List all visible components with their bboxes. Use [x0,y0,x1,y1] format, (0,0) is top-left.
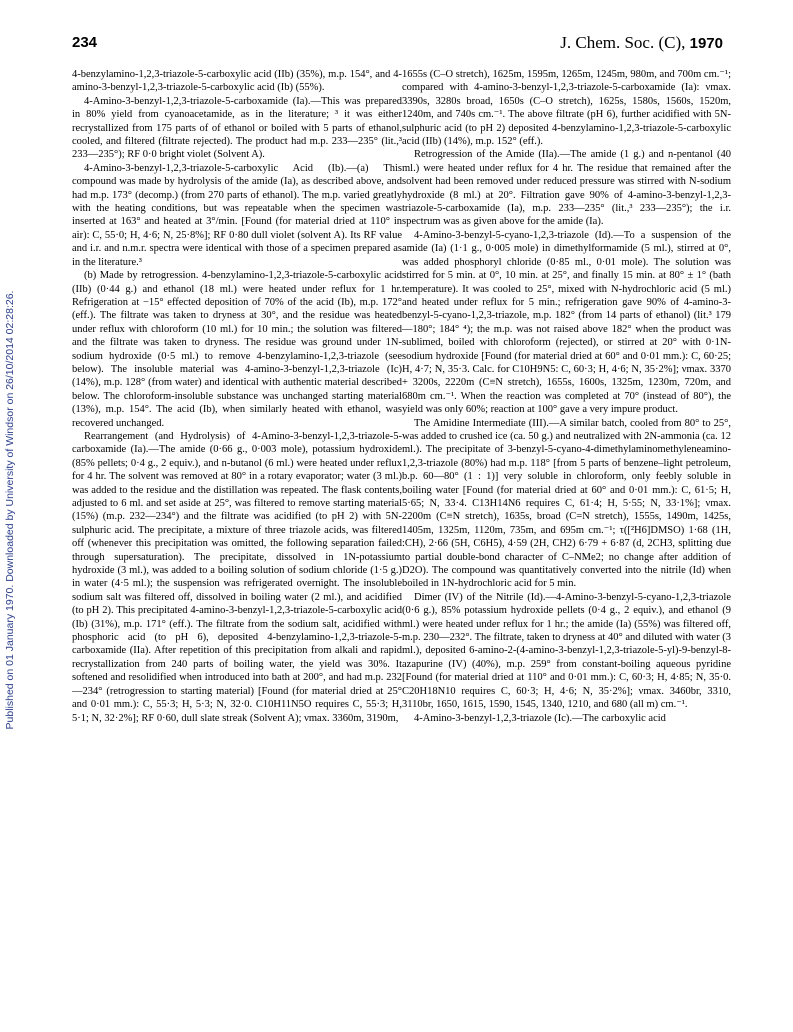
left-column [72,68,402,725]
download-notice [2,160,18,860]
page-number: 234 [72,34,98,51]
paragraph: (b) Made by retrogression. 4-benzylamino-1,2,3-triazole-5-carboxylic acid (IIb) (0·44 g.) and ethanol (18 ml.) were heated under reflux for 1 hr. Refrigeration at −15° effected deposition of 70% of the acid (Ib), m.p. 172° (eff.). The filtrate was taken to dryness at 30°, and the residue was heated under reflux with chloroform (10 ml.) for 10 min.; the solution was filtered and the filtrate was taken to dryness. The residue was ground under 1N-sodium hydroxide (0·5 ml.) to remove 4-benzylamino-1,2,3-triazole (see below). The insoluble material was 4-amino-3-benzyl-1,2,3-triazole (Ic) (14%), m.p. 128° (from water) and identical with authentic material described below. The chloroform-insoluble substance was unchanged starting material (13%), m.p. 154°. The acid (Ib), when similarly heated with ethanol, was recovered unchanged. [72,270,402,429]
paragraph: 4-Amino-3-benzyl-1,2,3-triazole-5-carboxamide (Ia).—This was prepared in 80% yield from cyanoacetamide, as in the literature; ³ it was either recrystallized from 175 parts of of ethanol or boiled with 5 parts of ethanol, cooled, and filtered (filtrate rejected). The product had m.p. 233—235° (lit.,³ 233—235°); RF 0·0 bright violet (Solvent A). [72,95,402,161]
paragraph: 4-Amino-3-benzyl-1,2,3-triazole (Ic).—The carboxylic acid [414,712,666,724]
paragraph: 4-benzylamino-1,2,3-triazole-5-carboxylic acid (IIb) (35%), m.p. 154°, and 4-amino-3-benzyl-1,2,3-triazole-5-carboxylic acid (Ib) (55%). [72,69,402,94]
paragraph: Rearrangement (and Hydrolysis) of 4-Amino-3-benzyl-1,2,3-triazole-5-carboxamide (Ia).—The amide (0·66 g., 0·003 mole), potassium hydroxide (85% pellets; 0·4 g., 2 equiv.), and n-butanol (6 ml.) were heated under reflux for 4 hr. The solvent was removed at 80° in a rotary evaporator; water (3 ml.) was added to the residue and the distillation was repeated. The flask contents, adjusted to 6 ml. and set aside at 25°, was filtered to remove starting material (15%) (m.p. 232—234°) and the filtrate was acidified (to pH 2) with 5N-sulphuric acid. The precipitate, a mixture of three triazole acids, was filtered off (whenever this precipitation was omitted, the following separation failed through supersaturation). The precipitate, dissolved in 1N-potassium hydroxide (3 ml.), was added to a boiling solution of sodium chloride (1·5 g.) in water (4·5 ml.); the suspension was refrigerated overnight. The insoluble sodium salt was filtered off, dissolved in boiling water (2 ml.), and acidified (to pH 2). This precipitated 4-amino-3-benzyl-1,2,3-triazole-5-carboxylic acid (Ib) (31%), m.p. 171° (eff.). The filtrate from the sodium salt, acidified with phosphoric acid (to pH 6), deposited 4-benzylamino-1,2,3-triazole-5-carboxamide (IIa). After repetition of this precipitation from alkali and rapid recrystallization from 240 parts of boiling water, the yield was 30%. It softened and resolidified when introduced into bath at 200°, and had m.p. 232—234° (retrogression to starting material) [Found (for material dried at 25° and 0·01 mm.): C, 55·3; H, 5·3; N, 32·0. C10H11N5O requires C, 55·3; H, 5·1; N, 32·2%]; RF 0·60, dull slate streak (Solvent A); νmax. 3360m, 3190m, [72,430,402,724]
journal-name: J. Chem. Soc. (C), [560,33,686,52]
journal-year: 1970 [689,35,723,52]
journal-reference [560,33,723,53]
paragraph: 1655s (C–O stretch), 1625m, 1595m, 1265m, 1245m, 980m, and 700m cm.⁻¹; compared with 4-amino-3-benzyl-1,2,3-triazole-5-carboxamide (Ia): νmax. 3390s, 3280s broad, 1650s (C–O stretch), 1625s, 1580s, 1560s, 1520m, 1240m, and 740s cm.⁻¹. The above filtrate (pH 6), further acidified with 5N-sulphuric acid (to pH 2) deposited 4-benzylamino-1,2,3-triazole-5-carboxylic acid (IIb) (14%), m.p. 152° (eff.). [402,69,731,148]
right-column [402,68,731,725]
page-header [72,34,723,58]
paragraph: The Amidine Intermediate (III).—A similar batch, cooled from 80° to 25°, was added to crushed ice (ca. 50 g.) and neutralized with 2N-ammonia (ca. 12 ml.). The precipitate of 3-benzyl-5-cyano-4-dimethylaminomethyleneamino-1,2,3-triazole (80%) had m.p. 118° [from 5 parts of benzene–light petroleum, b.p. 60—80° (1 : 1)] very soluble in chloroform, only feebly soluble in boiling water [Found (for material dried at 60° and 0·01 mm.): C, 61·5; H, 5·65; N, 33·4. C13H14N6 requires C, 61·4; H, 5·55; N, 33·1%]; νmax. 2200m (C≡N stretch), 1635s, broad (C=N stretch), 1555s, 1490m, 1425s, 1405m, 1325m, 1120m, 735m, and 695m cm.⁻¹; τ([²H6]DMSO) 1·68 (1H, :CH), 2·66 (5H, C6H5), 4·59 (2H, CH2) 6·79 + 6·87 (d, 2CH3, splitting due to partial double-bond character of C–NMe2; no change after addition of D2O). The compound was quantitatively converted into the nitrile (Id) when boiled in 1N-hydrochloric acid for 5 min. [402,417,731,590]
paragraph: Dimer (IV) of the Nitrile (Id).—4-Amino-3-benzyl-5-cyano-1,2,3-triazole (0·6 g.), 85% potassium hydroxide pellets (0·4 g., 2 equiv.), and ethanol (9 ml.) were heated under reflux for 1 hr.; the amide (Ia) (55%) was filtered off, m.p. 230—232°. The filtrate, taken to dryness at 40° and diluted with water (3 ml.), deposited 6-amino-2-(4-amino-3-benzyl-1,2,3-triazole-5-yl)-9-benzyl-8-azapurine (IV) (40%), m.p. 259° from constant-boiling aqueous pyridine [Found (for material dried at 110° and 0·01 mm.): C, 60·3; H, 4·85; N, 35·0. C20H18N10 requires C, 60·3; H, 4·6; N, 35·2%]; νmax. 3460br, 3310, 3110br, 1650, 1615, 1590, 1545, 1340, 1210, and 680 (all m) cm.⁻¹. [402,591,731,711]
paragraph: Retrogression of the Amide (IIa).—The amide (1 g.) and n-pentanol (40 ml.) were heated under reflux for 4 hr. The residue that remained after the solvent had been removed under reduced pressure was stirred with N-sodium hydroxide (8 ml.) at 20°. Filtration gave 90% of 4-amino-3-benzyl-1,2,3-triazole-5-carboxamide (Ia), m.p. 233—235° (lit.,³ 233—235°); the i.r. spectrum was as given above for the amide (Ia). [402,149,731,228]
paragraph: 4-Amino-3-benzyl-5-cyano-1,2,3-triazole (Id).—To a suspension of the amide (Ia) (1·1 g., 0·005 mole) in dimethylformamide (5 ml.), stirred at 0°, was added phosphoryl chloride (0·85 ml., 0·01 mole). The solution was stirred for 5 min. at 0°, 10 min. at 25°, and finally 15 min. at 80° ± 1° (bath temperature). It was cooled to 25°, mixed with N-hydrochloric acid (5 ml.) and heated under reflux for 5 min.; refrigeration gave 90% of 4-amino-3-benzyl-5-cyano-1,2,3-triazole, m.p. 182° (from 14 parts of ethanol) (lit.³ 179—180°; 184° ⁴); the m.p. was not raised above 182° when the product was sublimed, boiled with chloroform (rejected), or stirred at 20° with 0·1N-sodium hydroxide [Found (for material dried at 60° and 0·01 mm.): C, 60·25; H, 4·7; N, 35·3. Calc. for C10H9N5: C, 60·3; H, 4·6; N, 35·2%]; νmax. 3370 + 3200s, 2220m (C≡N stretch), 1655s, 1600s, 1325m, 1230m, 720m, and 680m cm.⁻¹. When the reaction was completed at 70° (instead of 80°), the yield was only 60%; reaction at 100° gave a very impure product. [402,229,731,416]
download-notice-text: Published on 01 January 1970. Downloaded by University of Windsor on 26/10/2014 02:28:26. [4,290,16,730]
paragraph: 4-Amino-3-benzyl-1,2,3-triazole-5-carboxylic Acid (Ib).—(a) This compound was made by hydrolysis of the amide (Ia), as described above, and had m.p. 173° (decomp.) (from 270 parts of ethanol). The m.p. varied greatly with the heating conditions, but was repeatable when the specimen was inserted at 163° and heated at 3°/min. [Found (for material dried at 110° in air): C, 55·0; H, 4·6; N, 25·8%]; RF 0·80 dull violet (solvent A). Its RF value and i.r. and n.m.r. spectra were identical with those of a specimen prepared as in the literature.³ [72,162,402,268]
